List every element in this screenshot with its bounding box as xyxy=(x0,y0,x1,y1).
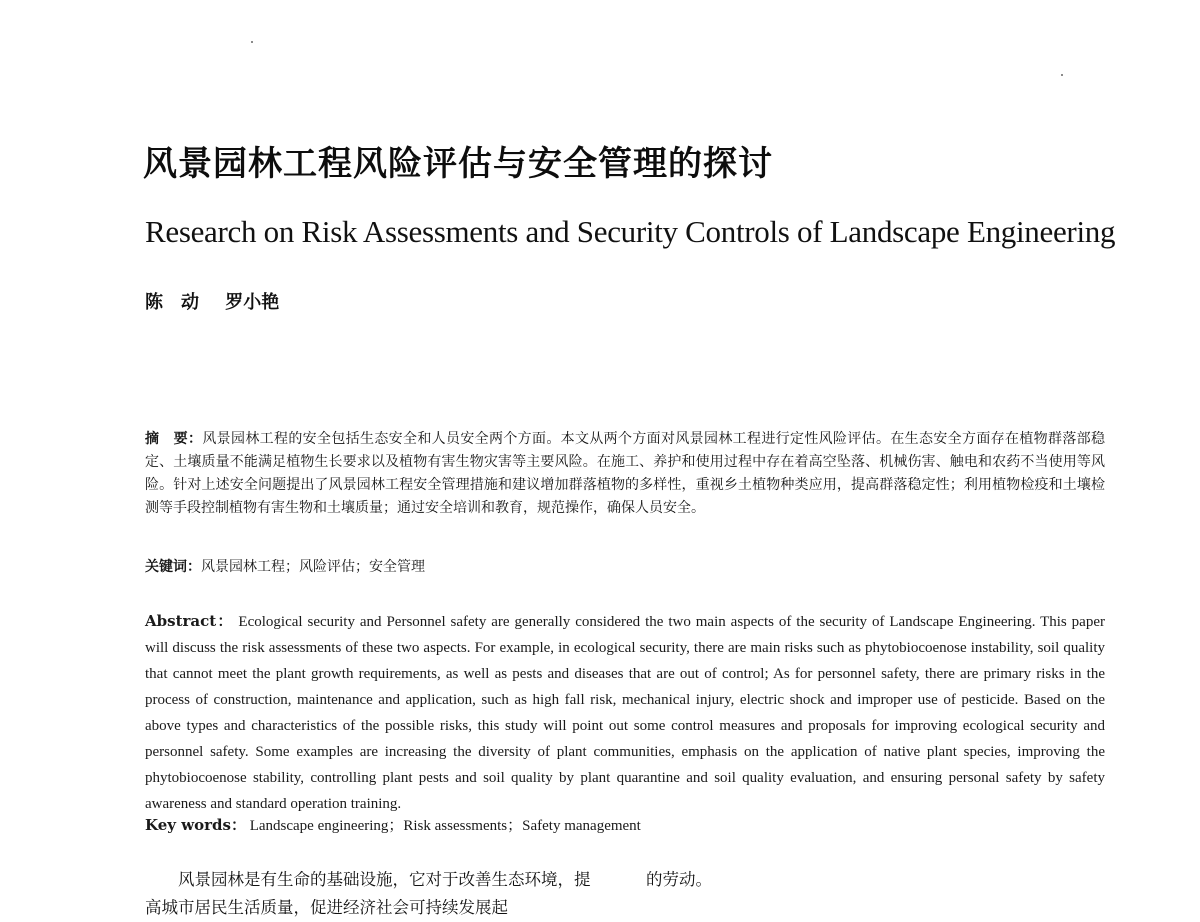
scan-speck xyxy=(1061,74,1063,76)
abstract-chinese-text: 风景园林工程的安全包括生态安全和人员安全两个方面。本文从两个方面对风景园林工程进行定性风险评估。在生态安全方面存在植物群落部稳定、土壤质量不能满足植物生长要求以及植物有害生物灾害等主要风险。在施工、养护和使用过程中存在着高空坠落、机械伤害、触电和农药不当使用等风险。针对上述安全问题提出了风景园林工程安全管理措施和建议增加群落植物的多样性，重视乡土植物种类应用，提高群落稳定性；利用植物检疫和土壤检测等手段控制植物有害生物和土壤质量；通过安全培训和教育，规范操作，确保人员安全。 xyxy=(145,431,1106,516)
abstract-english-label: Abstract： xyxy=(145,612,234,630)
keywords-english-text: Landscape engineering；Risk assessments；Safety management xyxy=(245,818,641,834)
abstract-english-text: Ecological security and Personnel safety are generally considered the two main aspects of the security of Landscape Engineering. This paper will discuss the risk assessments of these two aspects. For example, in ecological security, there are main risks such as phytobiocoenose instability, soil quality that cannot meet the plant growth requirements, as well as pests and diseases that are out of control; As for personnel safety, there are primary risks in the process of construction, maintenance and application, such as high fall risk, mechanical injury, electric shock and improper use of pesticide. Based on the above types and characteristics of the possible risks, this study will point out some control measures and proposals for improving ecological security and personnel safety. Some examples are increasing the diversity of plant communities, emphasis on the application of native plant species, improving the phytobiocoenose stability, controlling plant pests and soil quality by plant quarantine and soil quality evaluation, and ensuring personal safety by safety awareness and standard operation training. xyxy=(145,614,1105,812)
keywords-chinese-label: 关键词： xyxy=(145,559,201,575)
scan-speck xyxy=(251,41,253,43)
title-english: Research on Risk Assessments and Security Controls of Landscape Engineering xyxy=(145,214,1116,249)
abstract-chinese xyxy=(145,428,1105,520)
body-text-column-left: 风景园林是有生命的基础设施，它对于改善生态环境，提高城市居民生活质量，促进经济社会可持续发展起 xyxy=(145,870,591,917)
author-list xyxy=(145,288,299,314)
body-text-column-right: 的劳动。 xyxy=(646,870,712,889)
author-name: 罗小艳 xyxy=(225,292,280,313)
keywords-english xyxy=(145,814,641,835)
abstract-chinese-label: 摘 要： xyxy=(145,431,203,447)
author-name: 陈 动 xyxy=(145,292,199,313)
abstract-english xyxy=(145,608,1105,817)
keywords-english-label: Key words： xyxy=(145,816,246,834)
keywords-chinese-text: 风景园林工程；风险评估；安全管理 xyxy=(201,559,425,575)
title-chinese: 风景园林工程风险评估与安全管理的探讨 xyxy=(143,144,773,184)
keywords-chinese xyxy=(145,556,425,576)
